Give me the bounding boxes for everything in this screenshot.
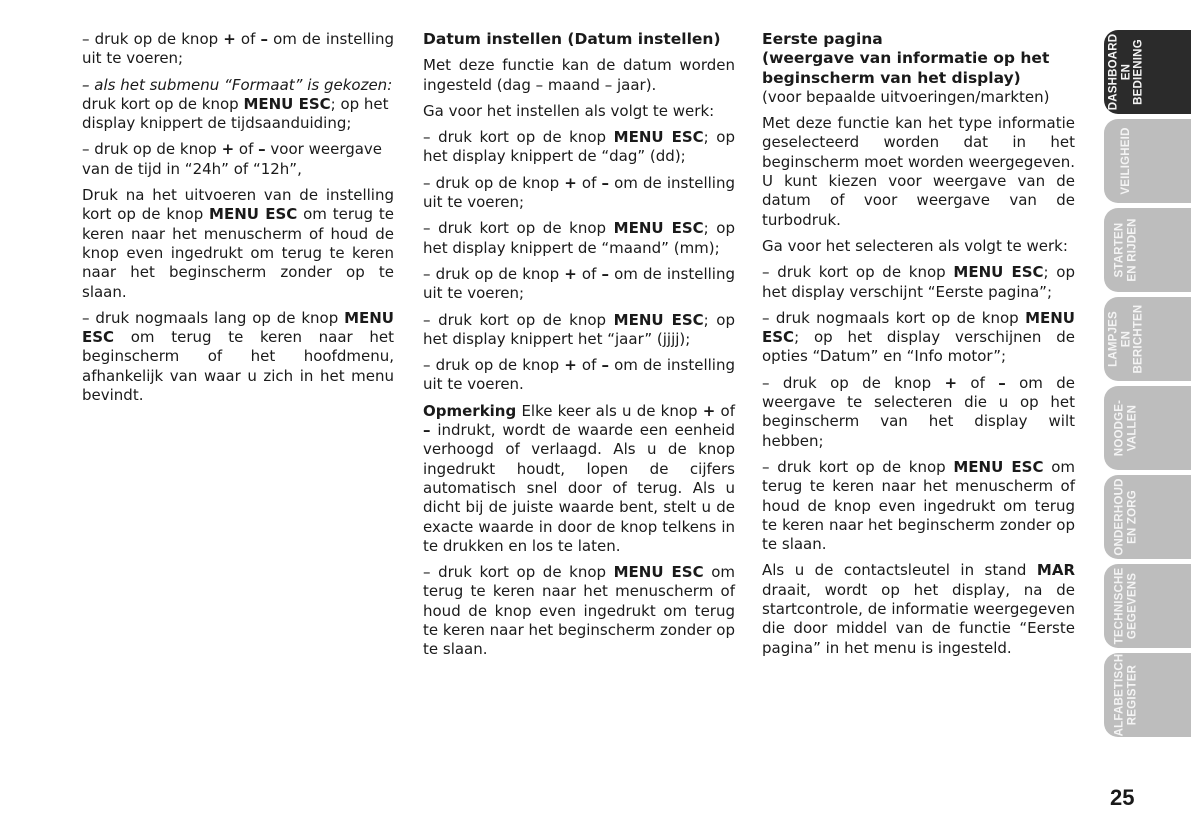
- tab-label-line: STARTEN: [1113, 222, 1126, 278]
- paragraph: – druk op de knop + of – om de instelling uit te voeren;: [82, 30, 394, 68]
- note-text: Elke keer als u de knop + of – indrukt, wordt de waarde een eenheid verhoogd of verlaagd. Als u de knop ingedrukt houdt, lopen de cijfers automatisch snel door of terug. Als u dicht bij de juiste waarde bent, stelt u de exacte waarde in door de knop telkens in te drukken en los te laten.: [423, 401, 735, 555]
- note-label: Opmerking: [423, 401, 517, 420]
- paragraph: – druk op de knop + of – om de instelling uit te voeren;: [423, 173, 735, 212]
- paragraph: – druk kort op de knop MENU ESC; op het display knippert de “maand” (mm);: [423, 219, 735, 257]
- section-title: Datum instellen (Datum instellen): [423, 30, 721, 48]
- tab-noodgevallen[interactable]: [1104, 386, 1191, 470]
- tab-label: [1107, 30, 1145, 114]
- tab-register[interactable]: [1104, 653, 1191, 737]
- paragraph: – druk kort op de knop MENU ESC; op het display knippert de “dag” (dd);: [423, 128, 735, 166]
- tab-label-line: EN BEDIENING: [1119, 39, 1145, 105]
- paragraph: – druk kort op de knop MENU ESC; op het display knippert het “jaar” (jjjj);: [423, 310, 735, 348]
- page-number: 25: [1110, 785, 1135, 810]
- tab-onderhoud[interactable]: [1104, 475, 1191, 559]
- tab-label: [1114, 653, 1139, 737]
- tab-label: [1107, 297, 1145, 381]
- tab-label-line: EN ZORG: [1126, 490, 1138, 544]
- tab-dashboard[interactable]: [1104, 30, 1191, 114]
- paragraph: – druk kort op de knop MENU ESC om terug te keren naar het menuscherm of houd de knop even ingedrukt om terug te keren naar het beginscherm zonder op te slaan.: [762, 457, 1075, 554]
- tab-label-line: VALLEN: [1126, 404, 1138, 452]
- section-subtitle: (voor bepaalde uitvoeringen/markten): [762, 87, 1050, 106]
- paragraph: – druk nogmaals kort op de knop MENU ESC; op het display verschijnen de opties “Datum” en “Info motor”;: [762, 308, 1075, 366]
- tab-starten[interactable]: [1104, 208, 1191, 292]
- paragraph: Druk na het uitvoeren van de instelling kort op de knop MENU ESC om terug te keren naar het menuscherm of houd de knop even ingedrukt om terug te keren naar het beginscherm zonder op te slaan.: [82, 186, 394, 301]
- paragraph-text: druk kort op de knop MENU ESC; op het display knippert de tijdsaanduiding;: [82, 94, 389, 133]
- tab-technische[interactable]: [1104, 564, 1191, 648]
- tab-lampjes[interactable]: [1104, 297, 1191, 381]
- column-3: [762, 30, 1075, 665]
- paragraph: Met deze functie kan het type informatie geselecteerd worden dat in het beginscherm moet worden weergegeven. U kunt kiezen voor weergave van de datum of voor weergave van de turbodruk.: [762, 114, 1075, 229]
- column-1: [82, 30, 394, 412]
- tab-label-line: DASHBOARD: [1107, 33, 1120, 111]
- paragraph: – druk op de knop + of – voor weergave van de tijd in “24h” of “12h”,: [82, 140, 383, 178]
- tab-label-line: NOODGE-: [1113, 399, 1126, 457]
- chapter-tabs: [1104, 30, 1191, 742]
- tab-label-line: REGISTER: [1126, 664, 1138, 726]
- paragraph: – druk kort op de knop MENU ESC om terug te keren naar het menuscherm of houd de knop even ingedrukt om terug te keren naar het beginscherm zonder op te slaan.: [423, 563, 735, 659]
- tab-label: [1114, 564, 1139, 648]
- tab-label-line: GEGEVENS: [1126, 572, 1138, 640]
- tab-label-line: EN BERICHTEN: [1119, 304, 1145, 374]
- paragraph: [82, 76, 394, 134]
- tab-label-line: EN RIJDEN: [1126, 218, 1138, 282]
- column-2: [423, 30, 735, 667]
- paragraph: – druk op de knop + of – om de instelling uit te voeren;: [423, 264, 735, 303]
- paragraph: Met deze functie kan de datum worden ingesteld (dag – maand – jaar).: [423, 56, 735, 94]
- paragraph: – druk op de knop + of – om de weergave te selecteren die u op het beginscherm van het display wilt hebben;: [762, 373, 1075, 450]
- section-title-detail: (weergave van informatie op het beginscherm van het display): [762, 49, 1050, 87]
- tab-label-line: VEILIGHEID: [1119, 127, 1132, 195]
- paragraph: – druk kort op de knop MENU ESC; op het display verschijnt “Eerste pagina”;: [762, 263, 1075, 301]
- section-title: Eerste pagina: [762, 30, 883, 48]
- paragraph: Ga voor het selecteren als volgt te werk:: [762, 236, 1068, 255]
- tab-label-line: LAMPJES: [1107, 311, 1120, 367]
- paragraph: Ga voor het instellen als volgt te werk:: [423, 101, 715, 120]
- section-heading: [762, 30, 1075, 107]
- tab-veiligheid[interactable]: [1104, 119, 1191, 203]
- paragraph: – druk nogmaals lang op de knop MENU ESC om terug te keren naar het beginscherm of het hoofdmenu, afhankelijk van waar u zich in het menu bevindt.: [82, 308, 394, 405]
- tab-label-line: ONDERHOUD: [1113, 478, 1126, 556]
- tab-label-line: TECHNISCHE: [1113, 567, 1126, 645]
- tab-label: [1114, 475, 1139, 559]
- paragraph: – druk op de knop + of – om de instelling uit te voeren.: [423, 356, 735, 394]
- tab-label: [1114, 208, 1139, 292]
- tab-label: [1114, 386, 1139, 470]
- tab-label-line: ALFABETISCH: [1113, 653, 1126, 737]
- note-paragraph: [423, 402, 735, 556]
- submenu-note: – als het submenu “Formaat” is gekozen:: [82, 75, 393, 94]
- tab-label: [1120, 119, 1133, 203]
- paragraph: Als u de contactsleutel in stand MAR draait, wordt op het display, na de startcontrole, de informatie weergegeven die door middel van de functie “Eerste pagina” in het menu is ingesteld.: [762, 561, 1075, 657]
